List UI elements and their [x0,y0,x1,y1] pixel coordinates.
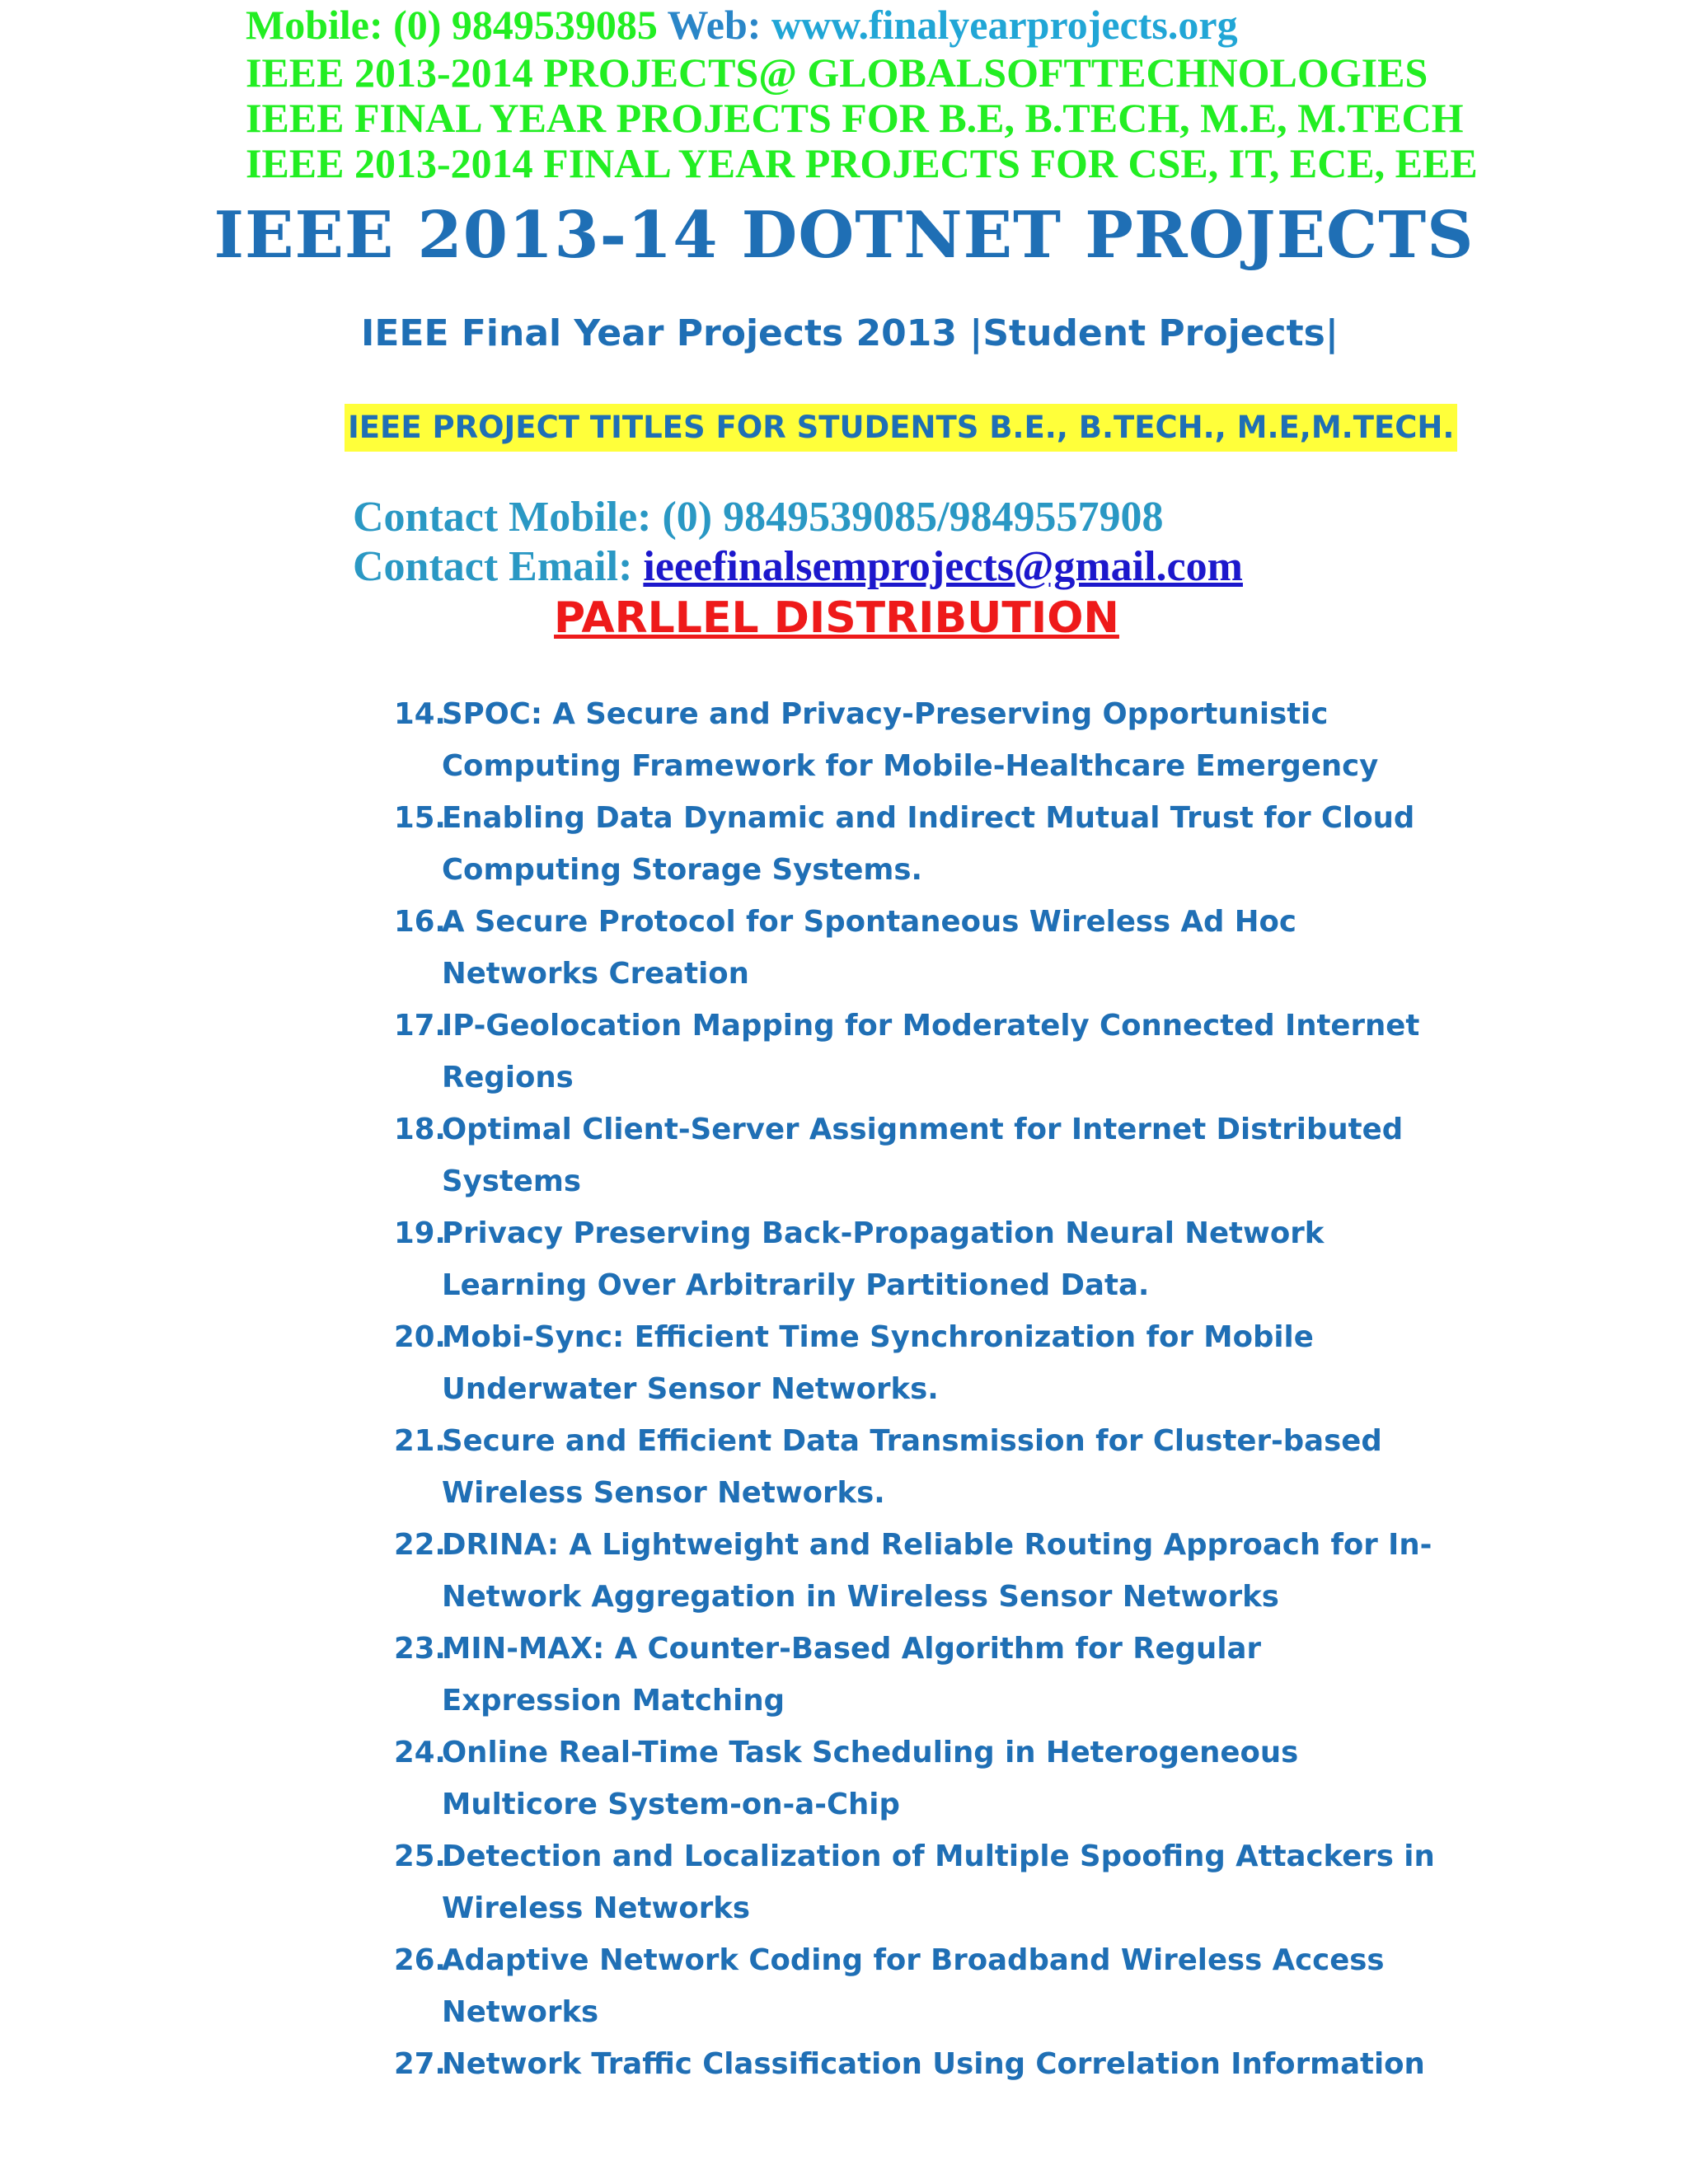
list-item-number: 24. [394,1736,446,1769]
list-item-number: 18. [394,1113,446,1146]
list-item-number: 15. [394,801,446,835]
section-heading: PARLLEL DISTRIBUTION [554,593,1119,643]
list-item-title: Network Traffic Classification Using Correlation Information [442,2047,1425,2081]
header-line-3: IEEE FINAL YEAR PROJECTS FOR B.E, B.TECH, M.E, M.TECH [246,95,1464,141]
list-item [394,1104,1449,1207]
list-item-title: Mobi-Sync: Efficient Time Synchronization for Mobile Underwater Sensor Networks. [442,1320,1314,1406]
list-item-number: 20. [394,1320,446,1354]
list-item-number: 27. [394,2047,446,2081]
list-item-number: 25. [394,1840,446,1873]
header-mobile: Mobile: (0) 9849539085 [246,2,658,48]
list-item-title: Adaptive Network Coding for Broadband Wireless Access Networks [442,1943,1385,2029]
header-line-mobile [246,2,1238,48]
page-subtitle: IEEE Final Year Projects 2013 |Student Projects| [361,312,1339,354]
list-item [394,1000,1449,1104]
header-line-4: IEEE 2013-2014 FINAL YEAR PROJECTS FOR CSE, IT, ECE, EEE [246,140,1478,186]
list-item [394,1207,1449,1311]
list-item-title: IP-Geolocation Mapping for Moderately Connected Internet Regions [442,1009,1420,1094]
list-item-title: Online Real-Time Task Scheduling in Heterogeneous Multicore System-on-a-Chip [442,1736,1299,1821]
list-item-title: DRINA: A Lightweight and Reliable Routing Approach for In-Network Aggregation in Wireless Sensor Networks [442,1528,1432,1614]
list-item-title: MIN-MAX: A Counter-Based Algorithm for Regular Expression Matching [442,1632,1261,1718]
list-item [394,1830,1449,1934]
list-item-number: 23. [394,1632,446,1666]
list-item [394,1727,1449,1830]
contact-email-line [353,541,1243,593]
list-item-number: 17. [394,1009,446,1043]
page-title: IEEE 2013-14 DOTNET PROJECTS [213,198,1475,273]
contact-email-label: Contact Email: [353,543,633,590]
list-item [394,792,1449,896]
list-item-title: A Secure Protocol for Spontaneous Wireless Ad Hoc Networks Creation [442,905,1296,991]
list-item-number: 21. [394,1424,446,1458]
highlight-banner: IEEE PROJECT TITLES FOR STUDENTS B.E., B.TECH., M.E,M.TECH. [345,404,1457,452]
list-item-title: SPOC: A Secure and Privacy-Preserving Opportunistic Computing Framework for Mobile-Healthcare Emergency [442,697,1379,783]
header-web-url[interactable]: www.finalyearprojects.org [771,2,1238,48]
project-list [394,688,1449,2090]
list-item [394,1519,1449,1623]
header-line-2: IEEE 2013-2014 PROJECTS@ GLOBALSOFTTECHNOLOGIES [246,49,1428,96]
list-item [394,896,1449,1000]
header-web-label: Web: [667,2,762,48]
list-item-number: 14. [394,697,446,731]
contact-mobile: Contact Mobile: (0) 9849539085/9849557908 [353,494,1164,541]
list-item-number: 19. [394,1216,446,1250]
list-item-number: 22. [394,1528,446,1562]
list-item-title: Secure and Efficient Data Transmission for Cluster-based Wireless Sensor Networks. [442,1424,1382,1510]
list-item [394,1311,1449,1415]
list-item [394,688,1449,792]
list-item-number: 26. [394,1943,446,1977]
list-item-title: Optimal Client-Server Assignment for Internet Distributed Systems [442,1113,1404,1198]
list-item [394,1934,1449,2038]
list-item-title: Detection and Localization of Multiple Spoofing Attackers in Wireless Networks [442,1840,1435,1925]
list-item-title: Enabling Data Dynamic and Indirect Mutual Trust for Cloud Computing Storage Systems. [442,801,1415,887]
list-item [394,2038,1449,2090]
list-item [394,1623,1449,1727]
list-item-number: 16. [394,905,446,939]
list-item-title: Privacy Preserving Back-Propagation Neural Network Learning Over Arbitrarily Partitioned Data. [442,1216,1325,1302]
contact-email-link[interactable]: ieeefinalsemprojects@gmail.com [643,543,1243,590]
list-item [394,1415,1449,1519]
